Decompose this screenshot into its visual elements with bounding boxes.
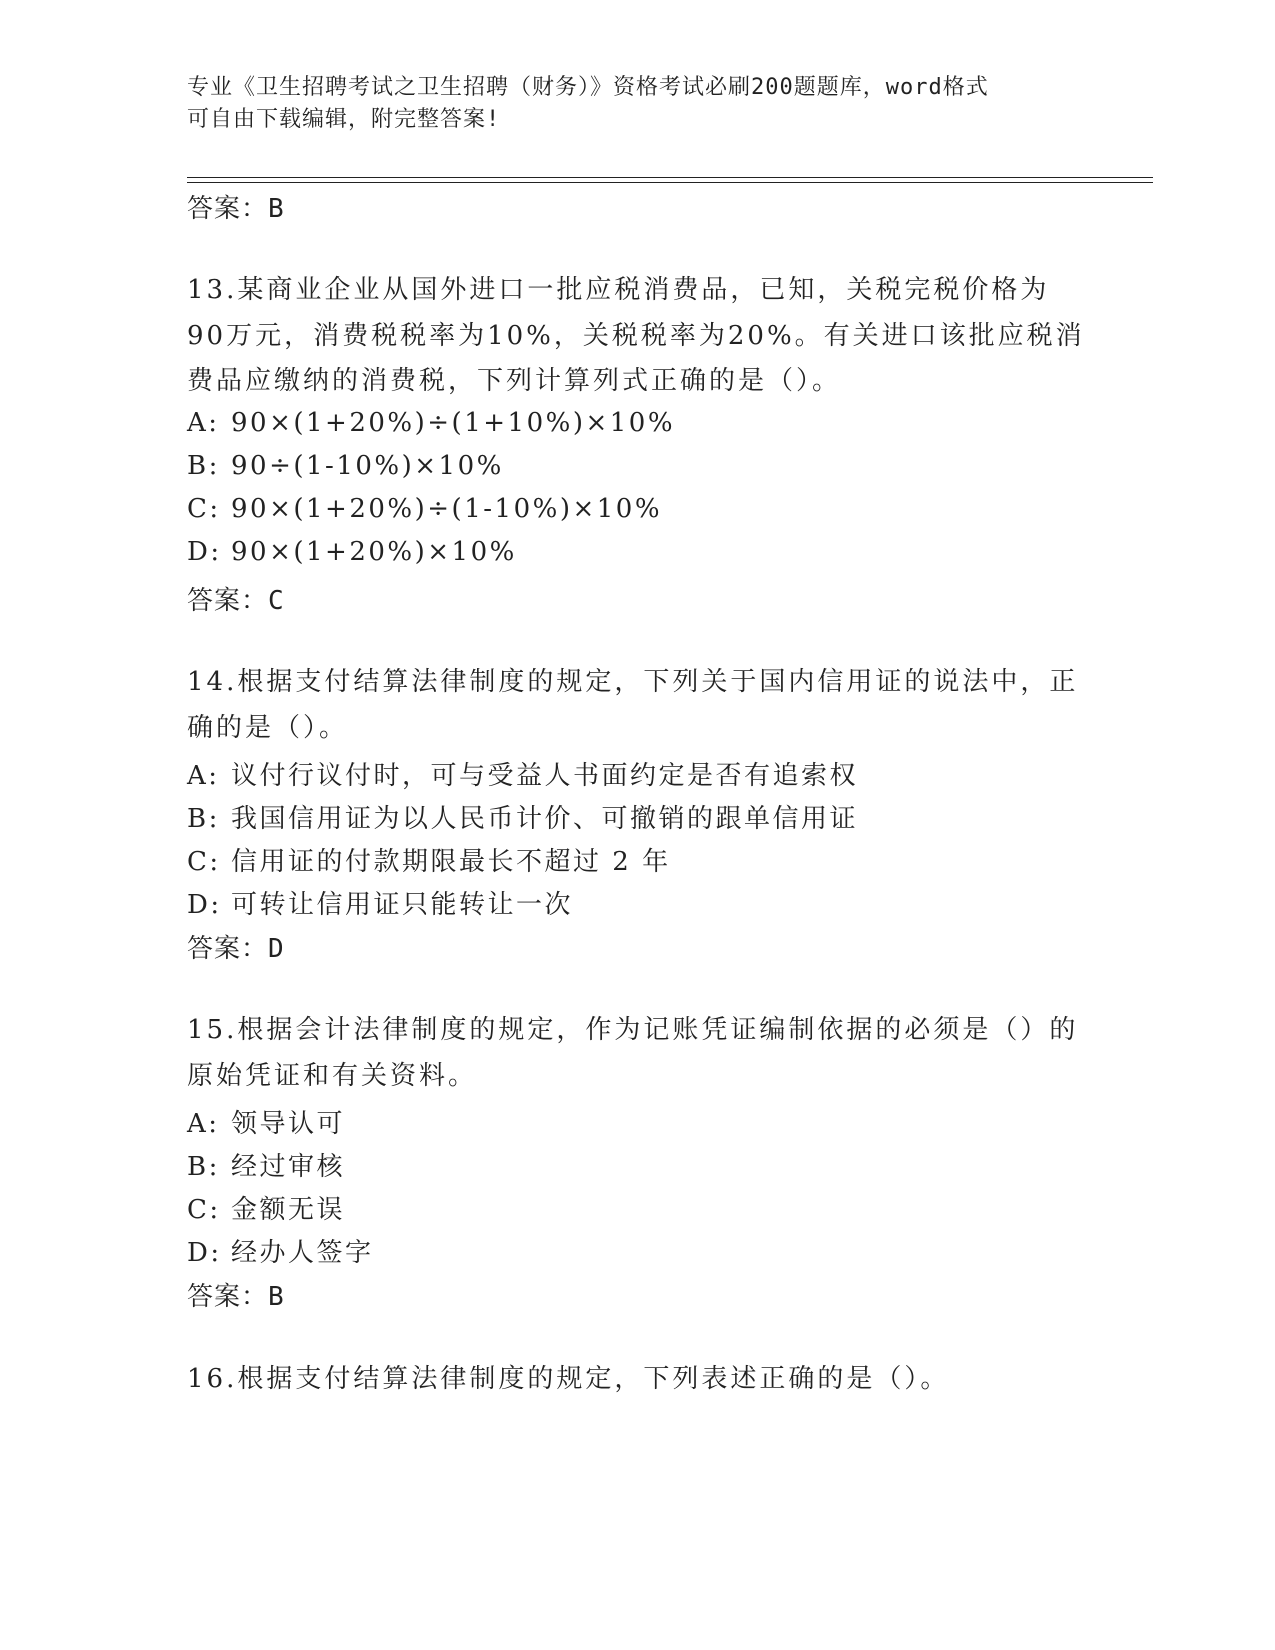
question-13-option-d (187, 537, 517, 567)
question-14-stem: 14.根据支付结算法律制度的规定，下列关于国内信用证的说法中，正确的是（）。 (187, 667, 1079, 743)
option-text: 我国信用证为以人民币计价、可撤销的跟单信用证 (231, 804, 859, 834)
header-rule-top (187, 177, 1153, 178)
question-14-option-b (187, 798, 858, 835)
question-14-answer: 答案：D (187, 934, 285, 964)
header-line-2: 可自由下载编辑，附完整答案! (187, 107, 501, 132)
option-text: 领导认可 (231, 1109, 346, 1139)
option-key: D: (187, 537, 222, 567)
option-key: D: (187, 890, 222, 920)
question-16-stem: 16.根据支付结算法律制度的规定，下列表述正确的是（）。 (187, 1364, 950, 1394)
option-key: A: (187, 408, 220, 438)
option-key: B: (187, 1152, 220, 1182)
header-line-1: 专业《卫生招聘考试之卫生招聘（财务）》资格考试必刷200题题库，word格式 (187, 75, 989, 100)
option-key: D: (187, 1238, 222, 1268)
question-15-answer: 答案：B (187, 1282, 285, 1312)
option-key: B: (187, 451, 220, 481)
header-rule-bottom (187, 182, 1153, 183)
option-text: 90×(1+20%)÷(1+10%)×10% (231, 408, 676, 438)
question-15-option-d (187, 1232, 374, 1269)
option-key: C: (187, 847, 221, 877)
previous-answer: 答案：B (187, 194, 285, 224)
question-13-stem: 13.某商业企业从国外进口一批应税消费品，已知，关税完税价格为90万元，消费税税率为10%，关税税率为20%。有关进口该批应税消费品应缴纳的消费税，下列计算列式正确的是（）。 (187, 275, 1085, 396)
question-13-answer: 答案：C (187, 586, 285, 616)
question-14-option-a (187, 755, 858, 792)
option-text: 经过审核 (231, 1152, 346, 1182)
option-text: 议付行议付时，可与受益人书面约定是否有追索权 (231, 761, 859, 791)
question-14-option-c (187, 841, 671, 878)
question-15-option-c (187, 1189, 345, 1226)
option-text: 可转让信用证只能转让一次 (231, 890, 574, 920)
option-key: A: (187, 1109, 220, 1139)
option-text: 金额无误 (231, 1195, 346, 1225)
option-text: 90×(1+20%)÷(1-10%)×10% (231, 494, 663, 524)
option-key: A: (187, 761, 220, 791)
question-13-option-c (187, 494, 662, 524)
question-13-option-a (187, 408, 675, 438)
option-key: C: (187, 494, 221, 524)
question-15-option-b (187, 1146, 345, 1183)
question-14-option-d (187, 884, 573, 921)
option-key: B: (187, 804, 220, 834)
option-text: 90÷(1-10%)×10% (231, 451, 504, 481)
page-header (187, 72, 1087, 136)
option-text: 经办人签字 (231, 1238, 374, 1268)
option-key: C: (187, 1195, 221, 1225)
question-15-option-a (187, 1103, 345, 1140)
option-text: 信用证的付款期限最长不超过 2 年 (231, 847, 671, 877)
question-15-stem: 15.根据会计法律制度的规定，作为记账凭证编制依据的必须是（）的原始凭证和有关资料。 (187, 1015, 1079, 1091)
question-13-option-b (187, 451, 504, 481)
option-text: 90×(1+20%)×10% (231, 537, 517, 567)
